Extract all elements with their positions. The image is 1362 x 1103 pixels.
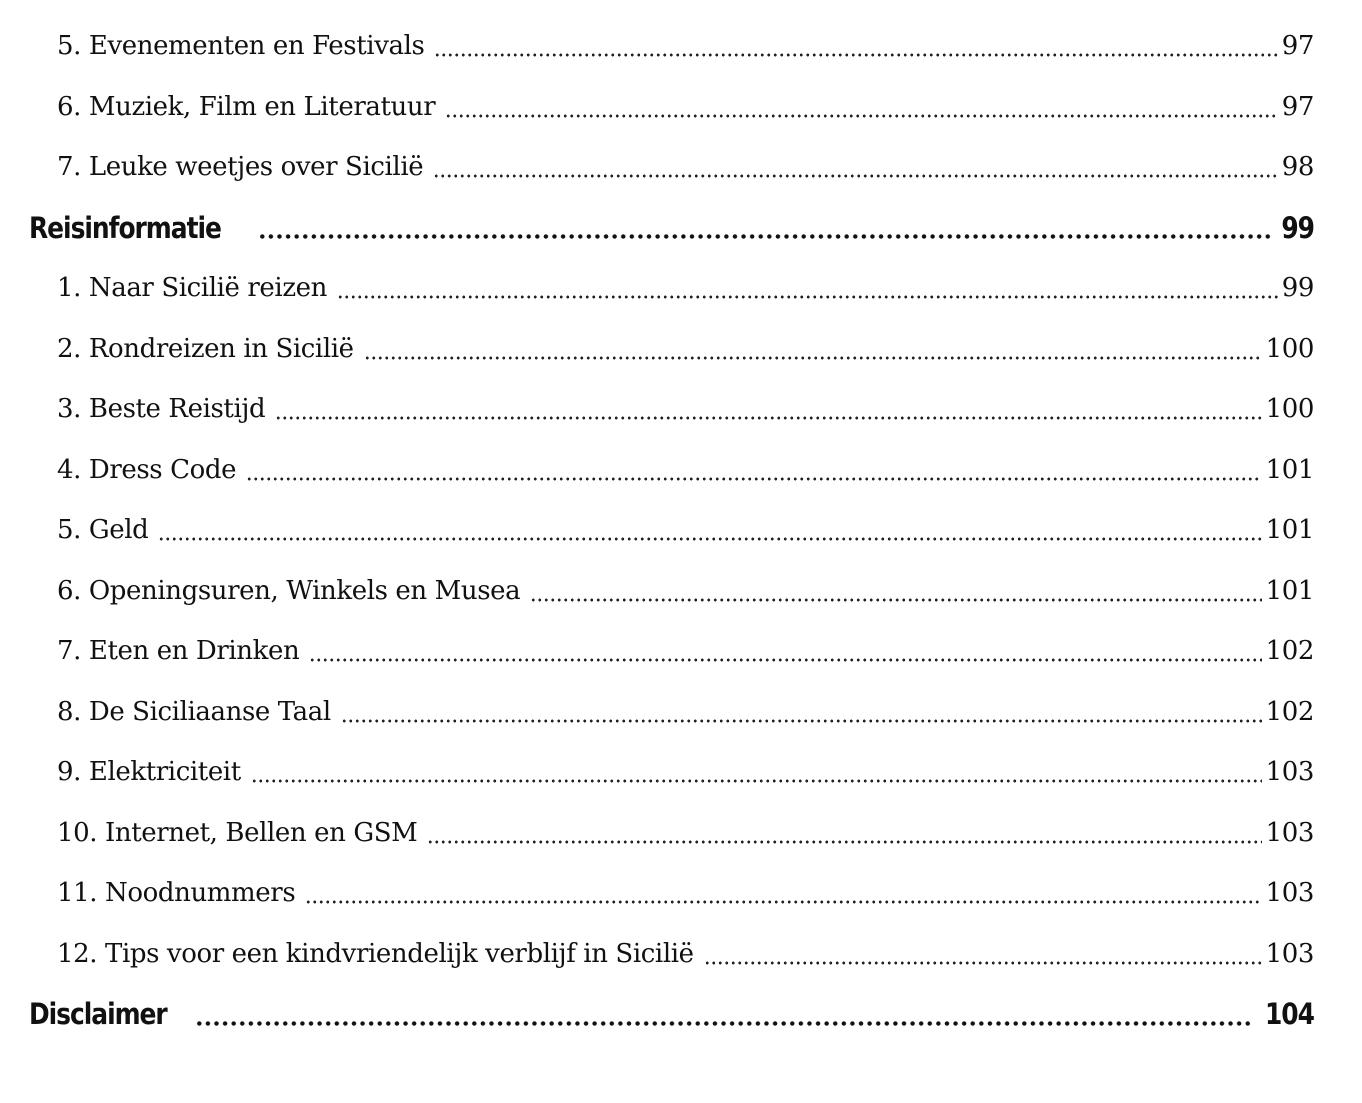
dot-leader [434, 52, 1277, 58]
toc-entry-label: 8. De Siciliaanse Taal [57, 696, 331, 727]
toc-entry-page-number: 103 [1265, 878, 1314, 909]
toc-entry-siciliaanse-taal[interactable] [0, 682, 1362, 743]
toc-entry-leuke-weetjes[interactable] [0, 137, 1362, 198]
toc-entry-geld[interactable] [0, 500, 1362, 561]
toc-chapter-page-number: 104 [1265, 997, 1314, 1032]
dot-leader [445, 113, 1277, 119]
dot-leader [364, 355, 1262, 361]
toc-entry-page-number: 103 [1265, 757, 1314, 788]
toc-entry-label: 11. Noodnummers [57, 878, 296, 909]
toc-entry-page-number: 103 [1265, 938, 1314, 969]
toc-chapter-reisinformatie[interactable] [0, 198, 1362, 259]
dot-leader [158, 536, 1261, 542]
toc-entry-page-number: 100 [1265, 333, 1314, 364]
toc-entry-rondreizen[interactable] [0, 319, 1362, 380]
dot-leader [341, 718, 1262, 724]
toc-entry-eten-en-drinken[interactable] [0, 621, 1362, 682]
toc-entry-page-number: 102 [1265, 696, 1314, 727]
toc-entry-page-number: 97 [1281, 91, 1314, 122]
toc-entry-page-number: 98 [1281, 152, 1314, 183]
dot-leader [246, 476, 1262, 482]
toc-entry-openingsuren[interactable] [0, 561, 1362, 622]
toc-entry-page-number: 102 [1265, 636, 1314, 667]
toc-chapter-page-number: 99 [1281, 210, 1314, 245]
toc-entry-noodnummers[interactable] [0, 863, 1362, 924]
toc-entry-internet-bellen-gsm[interactable] [0, 803, 1362, 864]
toc-entry-naar-sicilie-reizen[interactable] [0, 258, 1362, 319]
dot-leader [275, 415, 1261, 421]
toc-entry-page-number: 103 [1265, 817, 1314, 848]
toc-entry-page-number: 99 [1281, 273, 1314, 304]
toc-chapter-label: Disclaimer [29, 997, 167, 1032]
toc-entry-muziek-film-en-literatuur[interactable] [0, 77, 1362, 138]
toc-chapter-disclaimer[interactable] [0, 984, 1362, 1045]
toc-entry-label: 7. Leuke weetjes over Sicilië [57, 152, 424, 183]
toc-entry-label: 1. Naar Sicilië reizen [57, 273, 327, 304]
toc-entry-elektriciteit[interactable] [0, 742, 1362, 803]
toc-entry-evenementen-en-festivals[interactable] [0, 16, 1362, 77]
dot-leader [305, 899, 1261, 905]
toc-entry-beste-reistijd[interactable] [0, 379, 1362, 440]
toc-entry-label: 6. Openingsuren, Winkels en Musea [57, 575, 521, 606]
toc-entry-page-number: 101 [1265, 454, 1314, 485]
toc-entry-label: 2. Rondreizen in Sicilië [57, 333, 354, 364]
table-of-contents [0, 16, 1362, 1045]
toc-entry-label: 12. Tips voor een kindvriendelijk verblijf in Sicilië [57, 938, 694, 969]
dot-leader [251, 778, 1262, 784]
toc-entry-label: 3. Beste Reistijd [57, 394, 266, 425]
dot-leader [433, 173, 1277, 179]
toc-entry-kindvriendelijk-verblijf[interactable] [0, 924, 1362, 985]
dot-leader [258, 233, 1272, 240]
toc-entry-label: 5. Geld [57, 515, 149, 546]
toc-entry-label: 5. Evenementen en Festivals [57, 31, 425, 62]
dot-leader [195, 1020, 1253, 1027]
dot-leader [530, 597, 1261, 603]
toc-entry-label: 7. Eten en Drinken [57, 636, 300, 667]
dot-leader [427, 839, 1261, 845]
toc-chapter-label: Reisinformatie [29, 210, 221, 245]
toc-entry-page-number: 97 [1281, 31, 1314, 62]
dot-leader [309, 657, 1261, 663]
dot-leader [337, 294, 1278, 300]
toc-entry-page-number: 100 [1265, 394, 1314, 425]
dot-leader [704, 960, 1262, 966]
toc-entry-dress-code[interactable] [0, 440, 1362, 501]
toc-entry-page-number: 101 [1265, 575, 1314, 606]
toc-entry-page-number: 101 [1265, 515, 1314, 546]
toc-entry-label: 4. Dress Code [57, 454, 237, 485]
toc-entry-label: 6. Muziek, Film en Literatuur [57, 91, 436, 122]
toc-entry-label: 9. Elektriciteit [57, 757, 241, 788]
toc-entry-label: 10. Internet, Bellen en GSM [57, 817, 418, 848]
